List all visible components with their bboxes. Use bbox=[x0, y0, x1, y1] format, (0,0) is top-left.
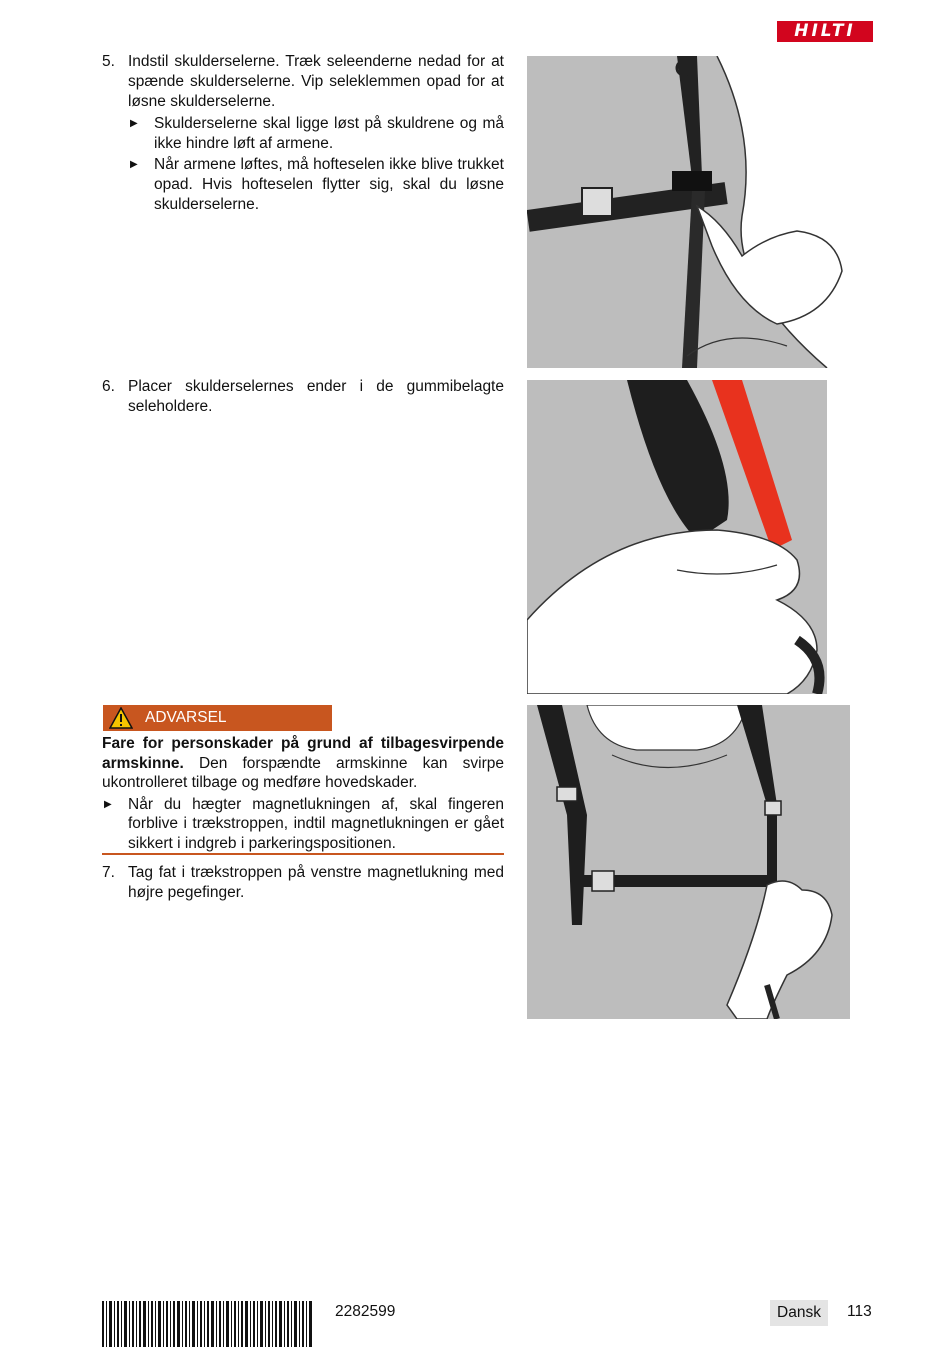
warning-title: Fare for personskader på grund af tilbagesvirpende armskinne. bbox=[102, 735, 504, 772]
step-text: Indstil skulderselerne. Træk seleenderne nedad for at spænde skulderselerne. Vip seleklemmen opad for at løsne skulderselerne. bbox=[128, 53, 504, 110]
language-label: Dansk bbox=[770, 1300, 828, 1326]
strap-holder-illustration bbox=[527, 380, 827, 694]
document-code: 2282599 bbox=[335, 1303, 396, 1320]
barcode bbox=[102, 1301, 314, 1347]
shoulder-strap-illustration bbox=[527, 56, 847, 368]
step-number: 6. bbox=[102, 378, 115, 395]
hilti-logo: HILTI bbox=[777, 21, 873, 42]
step-text: Placer skulderselernes ender i de gummibelagte seleholdere. bbox=[128, 378, 504, 415]
step-6 bbox=[102, 377, 504, 417]
step-number: 7. bbox=[102, 864, 115, 881]
warning-bullet: ▶ Når du hægter magnetlukningen af, skal fingeren forblive i trækstroppen, indtil magnetlukningen er gået sikkert i indgreb i parkeringspositionen. bbox=[104, 795, 504, 852]
bullet-item: ▶ Skulderselerne skal ligge løst på skuldrene og må ikke hindre løft af armene. bbox=[130, 115, 504, 152]
warning-triangle-icon bbox=[109, 707, 133, 729]
warning-body bbox=[102, 734, 504, 853]
step-text: Tag fat i trækstroppen på venstre magnetlukning med højre pegefinger. bbox=[128, 864, 504, 901]
page-number: 113 bbox=[847, 1303, 872, 1320]
harness-front-illustration bbox=[527, 705, 850, 1019]
bullet-arrow-icon: ▶ bbox=[130, 118, 138, 129]
warning-header bbox=[103, 705, 332, 731]
step-5 bbox=[102, 52, 504, 215]
bullet-arrow-icon: ▶ bbox=[130, 159, 138, 170]
bullet-item: ▶ Når armene løftes, må hofteselen ikke blive trukket opad. Hvis hofteselen flytter sig, skal du løsne skulderselerne. bbox=[130, 156, 504, 213]
step-number: 5. bbox=[102, 53, 115, 70]
warning-label: ADVARSEL bbox=[145, 709, 227, 726]
warning-text: Den forspændte armskinne kan svirpe ukontrolleret tilbage og medføre hovedskader. bbox=[102, 754, 504, 791]
bullet-arrow-icon: ▶ bbox=[104, 798, 112, 810]
warning-divider bbox=[102, 853, 504, 855]
step-7 bbox=[102, 863, 504, 903]
